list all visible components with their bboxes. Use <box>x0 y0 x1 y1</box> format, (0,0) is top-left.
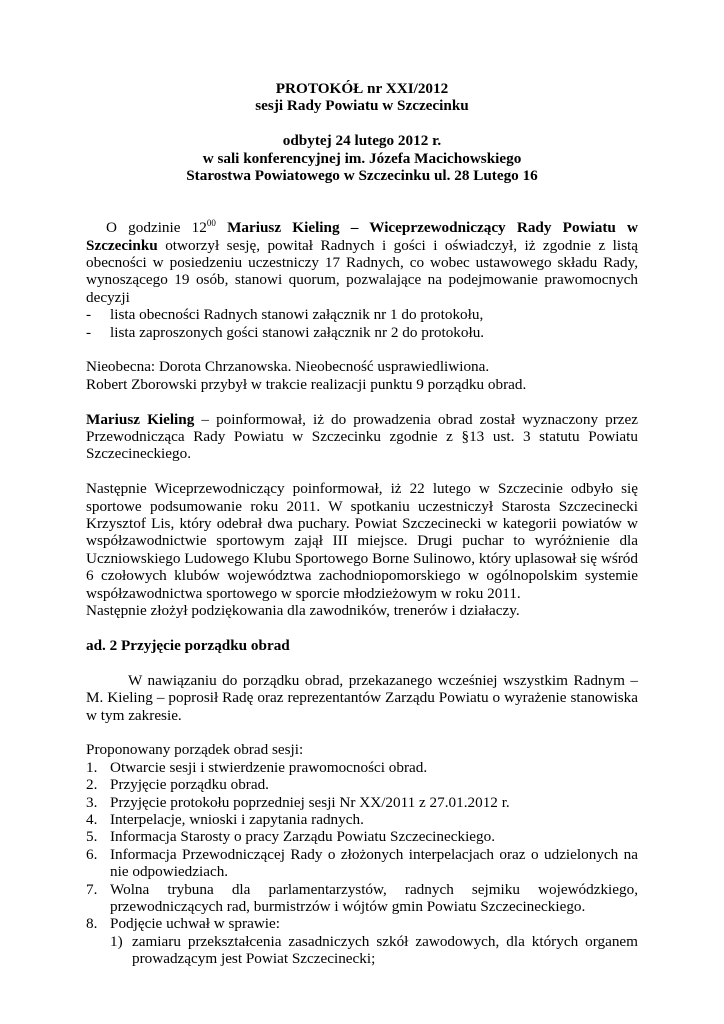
agenda-number: 4. <box>86 810 98 828</box>
speaker-name: Mariusz Kieling <box>86 410 195 428</box>
agenda-item <box>86 881 638 916</box>
ad2-paragraph: W nawiązaniu do porządku obrad, przekazanego wcześniej wszystkim Radnym – M. Kieling – poprosił Radę oraz reprezentantów Zarządu Powiatu o wyrażenie stanowiska w tym zakresie. <box>86 671 638 724</box>
agenda-item <box>86 759 638 776</box>
agenda-item <box>86 846 638 881</box>
info-paragraph-2: Następnie Wiceprzewodniczący poinformował, iż 22 lutego w Szczecinie odbyło się sportowe podsumowanie roku 2011. W spotkaniu uczestniczył Starosta Szczecinecki Krzysztof Lis, który odebrał dwa puchary. Powiat Szczecinecki w kategorii powiatów w współzawodnictwie sportowym zajął III miejsce. Drugi puchar to wyróżnienie dla Uczniowskiego Ludowego Klubu Sportowego Borne Sulinowo, który uplasował się wśród 6 czołowych klubów województwa zachodniopomorskiego w ogólnopolskim systemie współzawodnictwa sportowego w sporcie młodzieżowym w roku 2011. <box>86 480 638 602</box>
agenda-text: Otwarcie sesji i stwierdzenie prawomocności obrad. <box>110 758 428 776</box>
agenda-item <box>86 915 638 932</box>
opening-time-sup: 00 <box>206 218 216 229</box>
section-heading-ad2: ad. 2 Przyjęcie porządku obrad <box>86 636 290 654</box>
agenda-text: Przyjęcie protokołu poprzedniej sesji Nr XX/2011 z 27.01.2012 r. <box>110 793 510 811</box>
agenda-sub-number: 1) <box>110 932 123 950</box>
info-paragraph-1 <box>86 411 638 463</box>
agenda-item <box>86 811 638 828</box>
session-address: Starostwa Powiatowego w Szczecinku ul. 28 Lutego 16 <box>186 167 538 185</box>
document-page <box>86 80 638 968</box>
opening-text: otworzył sesję, powitał Radnych i gości i oświadczył, iż zgodnie z listą obecności w posiedzeniu uczestniczy 17 Radnych, co wobec ustawowego składu Rady, wynoszącego 19 osób, stanowi quorum, pozwalające na podejmowanie prawomocnych decyzji <box>86 236 638 306</box>
agenda-intro: Proponowany porządek obrad sesji: <box>86 741 304 759</box>
document-header <box>86 80 638 184</box>
session-venue: w sali konferencyjnej im. Józefa Macichowskiego <box>202 149 522 167</box>
agenda-sub-text: zamiaru przekształcenia zasadniczych szkół zawodowych, dla których organem prowadzącym jest Powiat Szczecinecki; <box>132 932 638 968</box>
agenda-number: 7. <box>86 880 98 898</box>
absence-line-2: Robert Zborowski przybył w trakcie realizacji punktu 9 porządku obrad. <box>86 375 527 393</box>
thanks-line: Następnie złożył podziękowania dla zawodników, trenerów i działaczy. <box>86 602 520 620</box>
agenda-text: Wolna trybuna dla parlamentarzystów, radnych sejmiku wojewódzkiego, przewodniczących rad, burmistrzów i wójtów gmin Powiatu Szczecineckiego. <box>110 880 638 915</box>
absence-line-1: Nieobecna: Dorota Chrzanowska. Nieobecność usprawiedliwiona. <box>86 358 490 376</box>
dash-mark: - <box>86 306 92 324</box>
agenda-item <box>86 776 638 793</box>
agenda-number: 2. <box>86 776 98 794</box>
agenda-sub-item <box>86 933 638 968</box>
attachment-item-1 <box>86 306 638 323</box>
chair-name: Mariusz Kieling – Wiceprzewodniczący Rady Powiatu w Szczecinku <box>86 219 639 254</box>
agenda-text: Informacja Przewodniczącej Rady o złożonych interpelacjach oraz o udzielonych na nie odpowiedziach. <box>110 845 638 881</box>
agenda-text: Podjęcie uchwał w sprawie: <box>110 915 280 933</box>
agenda-item <box>86 794 638 811</box>
dash-mark: - <box>86 323 92 341</box>
agenda-text: Interpelacje, wnioski i zapytania radnych. <box>110 810 364 828</box>
agenda-number: 1. <box>86 758 98 776</box>
agenda-number: 3. <box>86 793 98 811</box>
attachment-text-1: lista obecności Radnych stanowi załącznik nr 1 do protokołu, <box>110 306 484 324</box>
session-title: sesji Rady Powiatu w Szczecinku <box>255 97 469 115</box>
attachment-text-2: lista zaproszonych gości stanowi załącznik nr 2 do protokołu. <box>110 323 485 341</box>
session-date: odbytej 24 lutego 2012 r. <box>282 132 442 150</box>
info-text-1: – poinformował, iż do prowadzenia obrad został wyznaczony przez Przewodnicząca Rady Powiatu w Szczecinku zgodnie z §13 ust. 3 statutu Powiatu Szczecineckiego. <box>86 410 638 463</box>
opening-paragraph <box>86 219 638 306</box>
agenda-number: 6. <box>86 845 98 863</box>
attachment-item-2 <box>86 324 638 341</box>
opening-prefix: O godzinie 12 <box>106 219 207 237</box>
agenda-number: 8. <box>86 915 98 933</box>
agenda-text: Przyjęcie porządku obrad. <box>110 776 269 794</box>
agenda-number: 5. <box>86 828 98 846</box>
agenda-text: Informacja Starosty o pracy Zarządu Powiatu Szczecineckiego. <box>110 828 496 846</box>
agenda-item <box>86 828 638 845</box>
protocol-title: PROTOKÓŁ nr XXI/2012 <box>275 80 449 97</box>
